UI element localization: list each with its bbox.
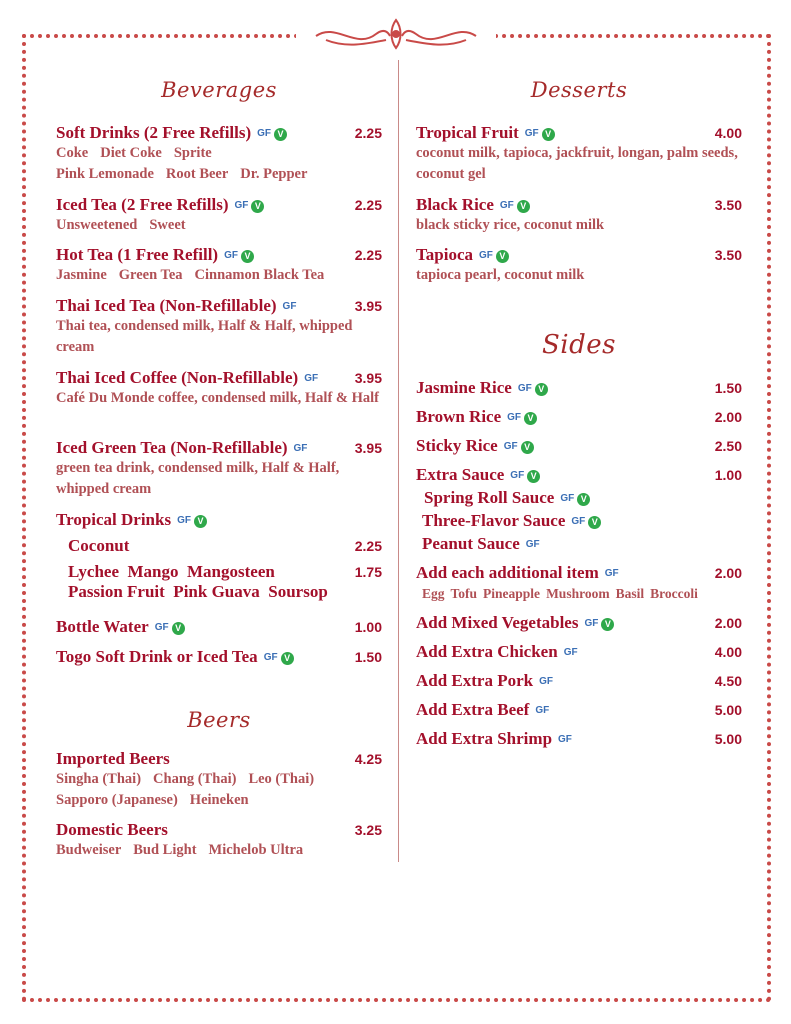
gf-tag: GF: [584, 618, 599, 629]
gf-tag: GF: [563, 647, 578, 658]
menu-item-domestic-beers: Domestic Beers 3.25 Budweiser Bud Light Michelob Ultra: [56, 820, 382, 858]
menu-item-thai-iced-tea: Thai Iced Tea (Non-Refillable) GF 3.95 Thai tea, condensed milk, Half & Half, whipped cream: [56, 296, 382, 355]
vegan-icon: V: [517, 200, 530, 213]
vegan-icon: V: [496, 250, 509, 263]
vegan-icon: V: [527, 470, 540, 483]
gf-tag: GF: [177, 515, 191, 526]
column-divider: [398, 60, 399, 862]
vegan-icon: V: [281, 652, 294, 665]
gf-tag: GF: [535, 705, 550, 716]
menu-item-extra-beef: Add Extra Beef GF 5.00: [416, 700, 742, 719]
menu-item-tropical-drinks: Tropical Drinks GF V: [56, 510, 382, 530]
gf-tag: GF: [499, 200, 514, 211]
vegan-icon: V: [577, 493, 590, 506]
vegan-icon: V: [172, 622, 185, 635]
vegan-icon: V: [535, 383, 548, 396]
vegan-icon: V: [588, 516, 601, 529]
desserts-heading: Desserts: [530, 78, 628, 102]
menu-item-iced-green-tea: Iced Green Tea (Non-Refillable) GF 3.95 green tea drink, condensed milk, Half & Half, whipped cream: [56, 438, 382, 497]
menu-item-tropical-fruit: Tropical Fruit GF V 4.00 coconut milk, tapioca, jackfruit, longan, palm seeds, coconut gel: [416, 123, 742, 182]
menu-item-sticky-rice: Sticky Rice GF V 2.50: [416, 436, 742, 455]
gf-tag: GF: [479, 250, 493, 261]
gf-tag: GF: [558, 734, 572, 745]
menu-item-extra-shrimp: Add Extra Shrimp GF 5.00: [416, 729, 742, 748]
vegan-icon: V: [524, 412, 537, 425]
gf-tag: GF: [263, 652, 278, 663]
gf-tag: GF: [571, 516, 586, 527]
gf-tag: GF: [154, 622, 169, 633]
vegan-icon: V: [274, 128, 287, 141]
vegan-icon: V: [251, 200, 264, 213]
gf-tag: GF: [604, 568, 619, 579]
gf-tag: GF: [524, 128, 539, 139]
menu-item-black-rice: Black Rice GF V 3.50 black sticky rice, coconut milk: [416, 195, 742, 233]
menu-item-mixed-vegetables: Add Mixed Vegetables GF V 2.00: [416, 613, 742, 632]
vegan-icon: V: [521, 441, 534, 454]
menu-item-imported-beers: Imported Beers 4.25 Singha (Thai) Chang (Thai) Leo (Thai) Sapporo (Japanese) Heineken: [56, 749, 382, 808]
gf-tag: GF: [517, 383, 532, 394]
gf-tag: GF: [503, 441, 518, 452]
menu-item-iced-tea: Iced Tea (2 Free Refills) GF V 2.25 Unsweetened Sweet: [56, 195, 382, 233]
menu-item-additional-item: Add each additional item GF 2.00 Egg Tofu Pineapple Mushroom Basil Broccoli: [416, 563, 742, 601]
menu-item-hot-tea: Hot Tea (1 Free Refill) GF V 2.25 Jasmine Green Tea Cinnamon Black Tea: [56, 245, 382, 283]
gf-tag: GF: [507, 412, 522, 423]
vegan-icon: V: [241, 250, 254, 263]
menu-item-thai-iced-coffee: Thai Iced Coffee (Non-Refillable) GF 3.95 Café Du Monde coffee, condensed milk, Half & Half: [56, 368, 382, 406]
sides-heading: Sides: [542, 330, 616, 360]
vegan-icon: V: [194, 515, 207, 528]
gf-tag: GF: [510, 470, 525, 481]
gf-tag: GF: [257, 128, 272, 139]
menu-item-peanut-sauce: Peanut Sauce GF: [422, 534, 540, 553]
menu-item-extra-pork: Add Extra Pork GF 4.50: [416, 671, 742, 690]
menu-item-coconut: Coconut 2.25: [68, 536, 382, 555]
vegan-icon: V: [601, 618, 614, 631]
menu-item-bottle-water: Bottle Water GF V 1.00: [56, 617, 382, 636]
gf-tag: GF: [539, 676, 554, 687]
menu-item-soft-drinks: Soft Drinks (2 Free Refills) GF V 2.25 Coke Diet Coke Sprite Pink Lemonade Root Beer Dr. Pepper: [56, 123, 382, 182]
menu-item-togo-drink: Togo Soft Drink or Iced Tea GF V 1.50: [56, 647, 382, 666]
menu-item-lychee-group: Lychee Mango Mangosteen 1.75 Passion Fruit Pink Guava Soursop: [68, 562, 382, 601]
menu-item-spring-roll-sauce: Spring Roll Sauce GF V: [416, 488, 742, 508]
menu-item-jasmine-rice: Jasmine Rice GF V 1.50: [416, 378, 742, 397]
gf-tag: GF: [304, 373, 319, 384]
menu-item-brown-rice: Brown Rice GF V 2.00: [416, 407, 742, 426]
gf-tag: GF: [234, 200, 249, 211]
gf-tag: GF: [293, 443, 308, 454]
gf-tag: GF: [282, 301, 297, 312]
gf-tag: GF: [224, 250, 238, 261]
beverages-heading: Beverages: [161, 78, 277, 102]
menu-item-three-flavor-sauce: Three-Flavor Sauce GF V: [416, 511, 742, 531]
gf-tag: GF: [525, 539, 540, 550]
menu-item-extra-sauce: Extra Sauce GF V 1.00: [416, 465, 742, 484]
menu-item-tapioca: Tapioca GF V 3.50 tapioca pearl, coconut milk: [416, 245, 742, 283]
vegan-icon: V: [542, 128, 555, 141]
beers-heading: Beers: [187, 708, 251, 732]
menu-item-extra-chicken: Add Extra Chicken GF 4.00: [416, 642, 742, 661]
flourish-ornament: [296, 14, 496, 54]
gf-tag: GF: [560, 493, 575, 504]
